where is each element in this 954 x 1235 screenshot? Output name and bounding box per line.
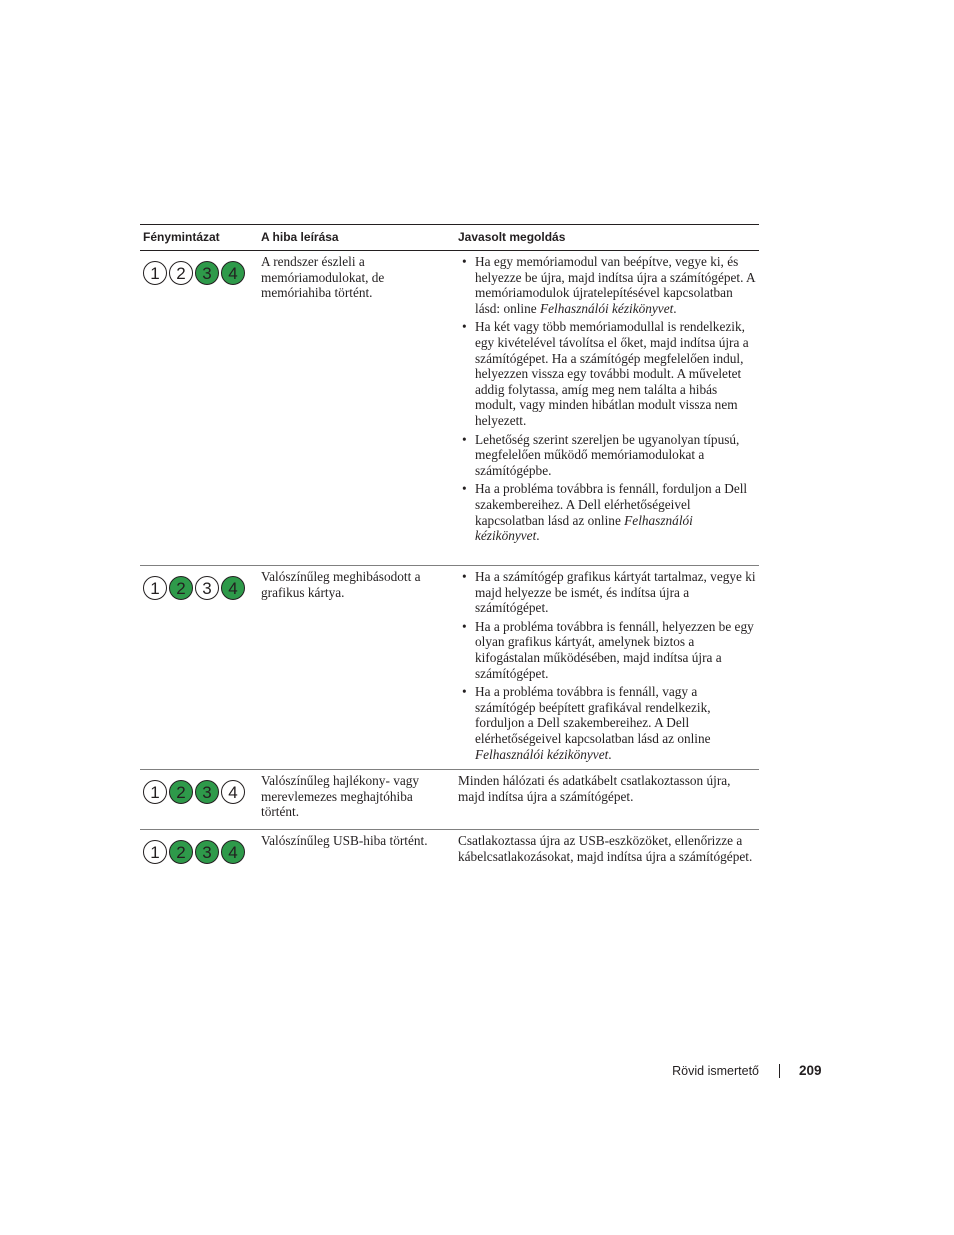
led-4-icon: 4 <box>221 780 245 804</box>
suggested-solution: Csatlakoztassa újra az USB-eszközöket, ellenőrizze a kábelcsatlakozásokat, majd indítsa újra a számítógépet. <box>458 833 753 864</box>
list-item: • Ha a probléma továbbra is fennáll, vagy a számítógép beépített grafikával rendelkezik, forduljon a Dell szakembereihez. A Dell elérhetőségeivel kapcsolatban lásd az online Felhasználói kézikönyvet. <box>458 684 758 762</box>
list-item: • Ha a probléma továbbra is fennáll, helyezzen be egy olyan grafikus kártyát, amelynek biztos a kifogástalan működésében, majd indítsa újra a számítógépet. <box>458 619 758 681</box>
led-2-icon: 2 <box>169 576 193 600</box>
table-row <box>140 770 759 830</box>
error-description: Valószínűleg hajlékony- vagy merevlemezes meghajtóhiba történt. <box>261 773 420 820</box>
page-number: 209 <box>799 1063 822 1078</box>
led-4-icon: 4 <box>221 840 245 864</box>
list-item: • Ha a probléma továbbra is fennáll, forduljon a Dell szakembereihez. A Dell elérhetőségeivel kapcsolatban lásd az online Felhasználói kézikönyvet. <box>458 481 758 543</box>
page-footer <box>0 1062 954 1082</box>
light-pattern <box>143 840 245 864</box>
error-description: A rendszer észleli a memóriamodulokat, de memóriahiba történt. <box>261 254 385 301</box>
light-pattern <box>143 261 245 285</box>
table-row <box>140 251 759 566</box>
suggested-solution <box>458 254 758 547</box>
error-description: Valószínűleg USB-hiba történt. <box>261 833 428 848</box>
led-1-icon: 1 <box>143 576 167 600</box>
list-item: • Lehetőség szerint szereljen be ugyanolyan típusú, megfelelően működő memóriamodulokat a számítógépbe. <box>458 432 758 479</box>
table-row <box>140 566 759 770</box>
led-2-icon: 2 <box>169 840 193 864</box>
header-pattern: Fénymintázat <box>143 230 220 244</box>
list-item: • Ha egy memóriamodul van beépítve, vegye ki, és helyezze be újra, majd indítsa újra a számítógépet. A memóriamodulok újratelepítésével kapcsolatban lásd: online Felhasználói kézikönyvet. <box>458 254 758 316</box>
led-2-icon: 2 <box>169 261 193 285</box>
table-row <box>140 830 759 888</box>
led-3-icon: 3 <box>195 261 219 285</box>
led-4-icon: 4 <box>221 261 245 285</box>
header-solution: Javasolt megoldás <box>458 230 566 244</box>
led-3-icon: 3 <box>195 840 219 864</box>
footer-section-title: Rövid ismertető <box>672 1064 759 1078</box>
suggested-solution <box>458 569 758 765</box>
suggested-solution: Minden hálózati és adatkábelt csatlakoztasson újra, majd indítsa újra a számítógépet. <box>458 773 731 804</box>
diagnostic-lights-table <box>140 224 759 888</box>
footer-divider <box>779 1064 780 1078</box>
light-pattern <box>143 780 245 804</box>
header-description: A hiba leírása <box>261 230 339 244</box>
list-item: • Ha két vagy több memóriamodullal is rendelkezik, egy kivételével távolítsa el őket, majd indítsa újra a számítógépet. Ha a számítógép megfelelően indul, helyezzen vissza egy további modult. A műveletet addig folytassa, amíg meg nem találta a hibás modult, vagy minden hibátlan modult vissza nem helyezett. <box>458 319 758 428</box>
led-2-icon: 2 <box>169 780 193 804</box>
list-item: • Ha a számítógép grafikus kártyát tartalmaz, vegye ki majd helyezze be ismét, és indítsa újra a számítógépet. <box>458 569 758 616</box>
led-1-icon: 1 <box>143 840 167 864</box>
led-3-icon: 3 <box>195 576 219 600</box>
led-4-icon: 4 <box>221 576 245 600</box>
table-header <box>140 225 759 251</box>
light-pattern <box>143 576 245 600</box>
led-1-icon: 1 <box>143 780 167 804</box>
led-1-icon: 1 <box>143 261 167 285</box>
led-3-icon: 3 <box>195 780 219 804</box>
error-description: Valószínűleg meghibásodott a grafikus kártya. <box>261 569 421 600</box>
